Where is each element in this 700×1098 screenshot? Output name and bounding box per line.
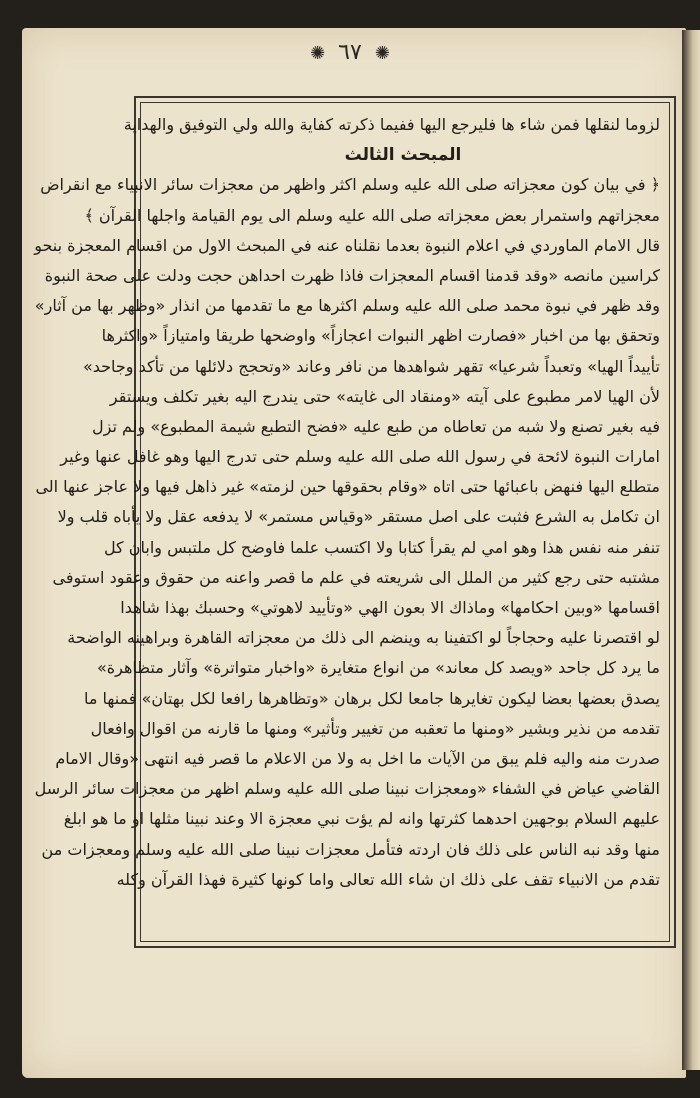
text-line: لأن الهيا لامر مطبوع على آيته «ومنقاد الى غايته» حتى يندرج اليه بغير تكلف ويستقر (109, 386, 660, 406)
text-line: ﴿ في بيان كون معجزاته صلى الله عليه وسلم اكثر واظهر من معجزات سائر الانبياء مع انقراض (40, 175, 660, 195)
text-line: تأييداً الهيا» وتعبداً شرعيا» تقهر شواهدها من نافر وعاند «وتحجج دلائلها من تأكد وجاحد» (82, 356, 660, 376)
text-line: منها وقد نبه الناس على ذلك فان اردته فتأمل معجزات نبينا صلى الله عليه وسلم ومعجزات من (41, 839, 660, 859)
text-line: وتحقق بها من اخبار «فصارت اظهر النبوات اعجازاً» واوضحها طريقا وامتيازاً «واكثرها (101, 326, 660, 346)
text-line: تنفر منه نفس هذا وهو امي لم يقرأ كتابا ولا اكتسب علما فاوضح كل ملتبس وابان كل (103, 537, 660, 557)
text-line: صدرت منه واليه فلم يبق من الآيات ما اخل به ولا من الاعلام ما قصر فيه انتهى «وقال الامام (55, 748, 660, 768)
ornament-icon: ✺ (310, 43, 326, 64)
page-number-header (0, 40, 700, 65)
text-line: ما يرد كل جاحد «ويصد كل معاند» من انواع متغايرة «واخبار متواترة» وآثار متظاهرة» (96, 658, 660, 678)
text-line: اقسامها «وبين احكامها» وماذاك الا بعون الهي «وتأييد لاهوتي» وحسبك بهذا شاهدا (120, 598, 660, 617)
ornament-icon: ✺ (374, 43, 390, 64)
text-line: قال الامام الماوردي في اعلام النبوة بعدما نقلناه عنه في المبحث الاول من اقسام المعجزة بنحو (34, 235, 660, 255)
text-line: ان تكامل به الشرع فثبت على اصل مستقر «وقياس مستمر» لا يدفعه عقل ولا يأباه قلب ولا (57, 507, 660, 527)
text-block (34, 110, 660, 934)
text-line: متطلع اليها فنهض باعبائها حتى اتاه «وقام بحقوقها حين لزمته» غير ذاهل فيها ولا عاجز عنها الى (35, 477, 660, 497)
text-line: مشتبه حتى رجع كثير من الملل الى شريعته في علم ما قصر واعنه من حقوق وعقود استوفى (52, 567, 660, 587)
section-heading: المبحث الثالث (344, 145, 462, 166)
text-line: القاضي عياض في الشفاء «ومعجزات نبينا صلى الله عليه وسلم اظهر من معجزات سائر الرسل (34, 779, 660, 799)
text-line: لزوما لنقلها فمن شاء ها فليرجع اليها ففيما ذكرته كفاية والله ولي التوفيق والهداية (123, 115, 660, 134)
text-line: لو اقتصرنا عليه وحجاجاً لو اكتفينا به وينضم الى ذلك من معجزاته القاهرة وبراهينه الواضحة (67, 628, 660, 648)
text-line: فيه بغير تصنع ولا شبه من تعاطاه من طبع عليه «فضح التطبع شيمة المطبوع» ولم تزل (92, 416, 660, 436)
page-number: ٦٧ (338, 40, 362, 65)
text-line: عليهم السلام بوجهين احدهما كثرتها وانه لم يؤت نبي معجزة الا وعند نبينا مثلها او ما هو ابلغ (63, 809, 660, 829)
text-line: تقدم من الانبياء تقف على ذلك ان شاء الله تعالى واما كونها كثيرة فهذا القرآن وكله (116, 869, 660, 889)
text-line: يصدق بعضها بعضا ليكون تغايرها جامعا لكل برهان «وتظاهرها رافعا لكل بهتان» فمنها ما (83, 688, 660, 708)
text-line: تقدمه من نذير وبشير «ومنها ما تعقبه من تغيير وتأثير» ومنها ما قارنه من اقوال وافعال (90, 718, 660, 738)
text-line: وقد ظهر في نبوة محمد صلى الله عليه وسلم اكثرها مع ما تقدمها من انذار «وظهر بها من آثار» (34, 296, 660, 316)
text-line: كراسين مانصه «وقد قدمنا اقسام المعجزات فاذا ظهرت احداهن حجت ودلت على صحة النبوة (44, 265, 660, 285)
text-line: معجزاتهم واستمرار بعض معجزاته صلى الله عليه وسلم الى يوم القيامة واجلها القرآن ﴾ (84, 205, 660, 225)
text-line: امارات النبوة لائحة في رسول الله صلى الله عليه وسلم حتى تدرج اليها وهو غافل عنها وغير (60, 447, 660, 467)
adjacent-page-edge (682, 30, 700, 1070)
